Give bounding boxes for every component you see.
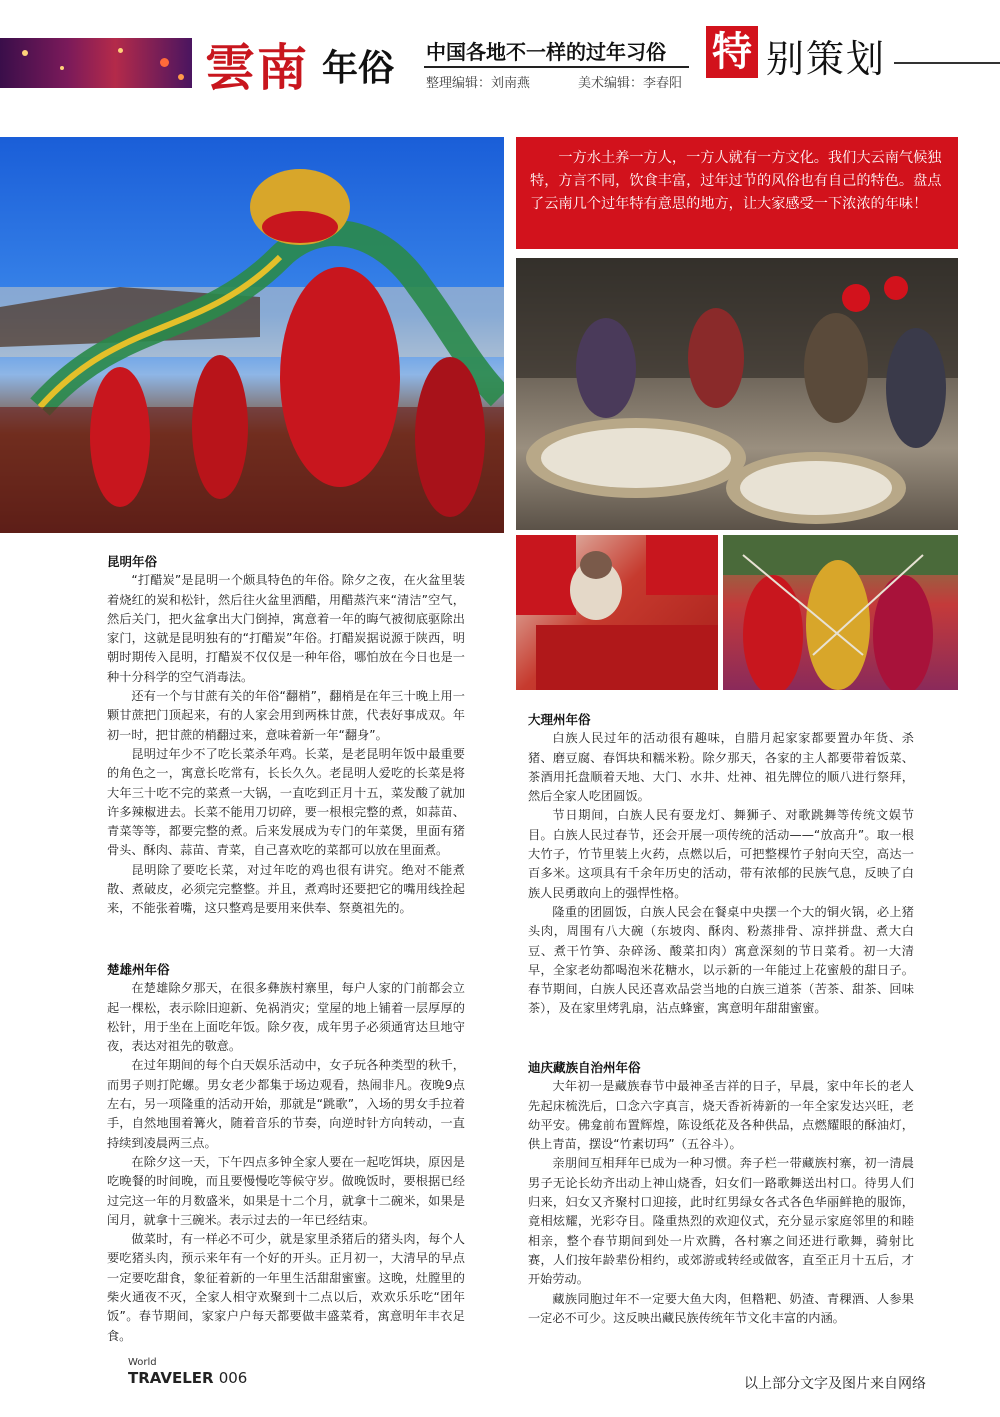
calligraphy-photo [516, 535, 718, 690]
magazine-brand [128, 1357, 247, 1387]
chuxiong-paragraph: 在除夕这一天，下午四点多钟全家人要在一起吃饵块，原因是吃晚餐的时间晚，而且要慢慢吃等候守岁。做晚饭时，要根据已经过完这一年的月数盛米，如果是十二个月，就拿十二碗米，如果是闰月，就拿十三碗米。表示过去的一年已经结束。 [107, 1154, 465, 1227]
diqing-paragraph: 大年初一是藏族春节中最神圣吉祥的日子，早晨，家中年长的老人先起床梳洗后，口念六字真言，烧天香祈祷新的一年全家发达兴旺，老幼平安。佛龛前布置辉煌，陈设纸花及各种供品，点燃耀眼的酥油灯，供上青苗，摆设“竹素切玛”（五谷斗）。 [528, 1079, 914, 1152]
special-badge: 特 [706, 26, 758, 78]
dali-paragraph: 隆重的团圆饭，白族人民会在餐桌中央摆一个大的铜火锅，必上猪头肉，周围有八大碗（东坡肉、酥肉、粉蒸排骨、凉拌拼盘、煮大白豆、煮干竹笋、杂碎汤、酸菜扣肉）寓意深刻的节日菜肴。初一大清早，全家老幼都喝泡米花糖水，以示新的一年能过上花蜜般的甜日子。春节期间，白族人民还喜欢品尝当地的白族三道茶（苦茶、甜茶、回味茶），及在家里烤乳扇，沾点蜂蜜，寓意明年甜甜蜜蜜。 [528, 904, 914, 1016]
chuxiong-heading: 楚雄州年俗 [107, 962, 170, 977]
subtitle: 中国各地不一样的过年习俗 [426, 40, 666, 64]
header-banner-fireworks [0, 38, 192, 88]
special-badge-text: 别策划 [766, 37, 887, 81]
kunming-paragraph: 还有一个与甘蔗有关的年俗“翻梢”，翻梢是在年三十晚上用一颗甘蔗把门顶起来，有的人家会用到两株甘蔗，代表好事成双。年初一时，把甘蔗的梢翻过来，意味着新一年“翻身”。 [107, 689, 465, 742]
ethnic-festival-photo [723, 535, 958, 690]
family-cooking-photo [516, 258, 958, 530]
chuxiong-paragraph: 在楚雄除夕那天，在很多彝族村寨里，每户人家的门前都会立起一棵松，表示除旧迎新、免祸消灾；堂屋的地上铺着一层厚厚的松针，用于坐在上面吃年饭。除夕夜，成年男子必须通宵达旦地守夜，表达对祖先的敬意。 [107, 981, 465, 1054]
brand-traveler: TRAVELER [128, 1369, 214, 1387]
title-suffix: 年俗 [322, 48, 395, 89]
diqing-heading: 迪庆藏族自治州年俗 [528, 1060, 641, 1075]
chuxiong-paragraph: 在过年期间的每个白天娱乐活动中，女子玩各种类型的秋千，而男子则打陀螺。男女老少都集于场边观看，热闹非凡。夜晚9点左右，另一项隆重的活动开始，那就是“跳歌”，入场的男女手拉着手，自然地围着篝火，随着音乐的节奏，向逆时针方向转动，一直持续到凌晨两三点。 [107, 1058, 465, 1150]
diqing-paragraph: 亲朋间互相拜年已成为一种习惯。奔子栏一带藏族村寨，初一清晨男子无论长幼齐出动上神山烧香，妇女们一路歌舞送出村口。待男人们归来，妇女又齐聚村口迎接，此时红男绿女各式各色华丽鲜艳的服饰，竟相炫耀，光彩夺目。隆重热烈的欢迎仪式，充分显示家庭邻里的和睦相亲，整个春节期间到处一片欢腾，各村寨之间还进行歌舞，骑射比赛，人们按年龄辈份相约，或郊游或转经或做客，直至正月十五后，才开始劳动。 [528, 1156, 914, 1287]
chuxiong-paragraph: 做菜时，有一样必不可少，就是家里杀猪后的猪头肉，每个人要吃猪头肉，预示来年有一个好的开头。正月初一，大清早的早点一定要吃甜食，象征着新的一年里生活甜甜蜜蜜。这晚，灶膛里的柴火通夜不灭，全家人相守欢聚到十二点以后，欢欢乐乐吃“团年饭”。春节期间，家家户户每天都要做丰盛菜肴，寓意明年丰衣足食。 [107, 1232, 465, 1343]
kunming-paragraph: 昆明过年少不了吃长菜杀年鸡。长菜，是老昆明年饭中最重要的角色之一，寓意长吃常有，长长久久。老昆明人爱吃的长菜是将大年三十吃不完的菜煮一大锅，一直吃到正月十五，菜发酸了就加许多辣椒进去。长菜不能用刀切碎，要一根根完整的煮，如蒜苗、青菜等等，都要完整的煮。后来发展成为专门的年菜煲，里面有猪骨头、酥肉、蒜苗、青菜，自己喜欢吃的菜都可以放在里面煮。 [107, 746, 465, 858]
left-column-2 [107, 960, 465, 1346]
source-note: 以上部分文字及图片来自网络 [744, 1376, 926, 1392]
kunming-paragraph: “打醋炭”是昆明一个颇具特色的年俗。除夕之夜，在火盆里装着烧红的炭和松针，然后往火盆里洒醋，用醋蒸汽来“清洁”空气，然后关门，把火盆拿出大门倒掉，寓意着一年的晦气被彻底驱除出家门，这就是昆明独有的“打醋炭”年俗。打醋炭据说源于陕西，明朝时期传入昆明，打醋炭不仅仅是一种年俗，哪怕放在今日也是一种十分科学的空气消毒法。 [107, 573, 465, 684]
dali-paragraph: 节日期间，白族人民有耍龙灯、舞狮子、对歌跳舞等传统文娱节目。白族人民过春节，还会开展一项传统的活动——“放高升”。取一根大竹子，竹节里装上火药，点燃以后，可把整棵竹子射向天空，高达一百多米。这项具有千余年历史的活动，带有浓郁的民族气息，反映了白族人民勇敢向上的强悍性格。 [528, 808, 914, 900]
dali-paragraph: 白族人民过年的活动很有趣味，自腊月起家家都要置办年货、杀猪、磨豆腐、春饵块和糯米粉。除夕那天，各家的主人都要带着饭菜、茶酒用托盘顺着天地、大门、水井、灶神、祖先牌位的顺八进行祭拜，然后全家人吃团圆饭。 [528, 731, 914, 804]
left-column [107, 552, 465, 919]
title-region: 雲南 [205, 38, 309, 97]
dragon-dance-photo [0, 137, 504, 533]
right-column [528, 710, 914, 1019]
kunming-paragraph: 昆明除了要吃长菜，对过年吃的鸡也很有讲究。绝对不能煮散、煮破皮，必须完完整整。并且，煮鸡时还要把它的嘴用线拴起来，不能张着嘴，这只整鸡是要用来供奉、祭奠祖先的。 [107, 862, 465, 916]
subtitle-rule [424, 66, 689, 68]
diqing-paragraph: 藏族同胞过年不一定要大鱼大肉，但糌粑、奶渣、青稞酒、人参果一定必不可少。这反映出藏民族传统年节文化丰富的内涵。 [528, 1291, 914, 1325]
dali-heading: 大理州年俗 [528, 712, 591, 727]
page-number: 006 [218, 1369, 248, 1387]
header-rule [894, 62, 1000, 64]
intro-text: 一方水土养一方人，一方人就有一方文化。我们大云南气候独特，方言不同，饮食丰富，过年过节的风俗也有自己的特色。盘点了云南几个过年特有意思的地方，让大家感受一下浓浓的年味！ [530, 150, 942, 212]
art-editor-credit: 美术编辑：李春阳 [578, 76, 683, 91]
brand-world: World [128, 1357, 157, 1368]
kunming-heading: 昆明年俗 [107, 554, 158, 569]
right-column-2 [528, 1058, 914, 1328]
editor-credit: 整理编辑：刘南燕 [426, 76, 531, 91]
